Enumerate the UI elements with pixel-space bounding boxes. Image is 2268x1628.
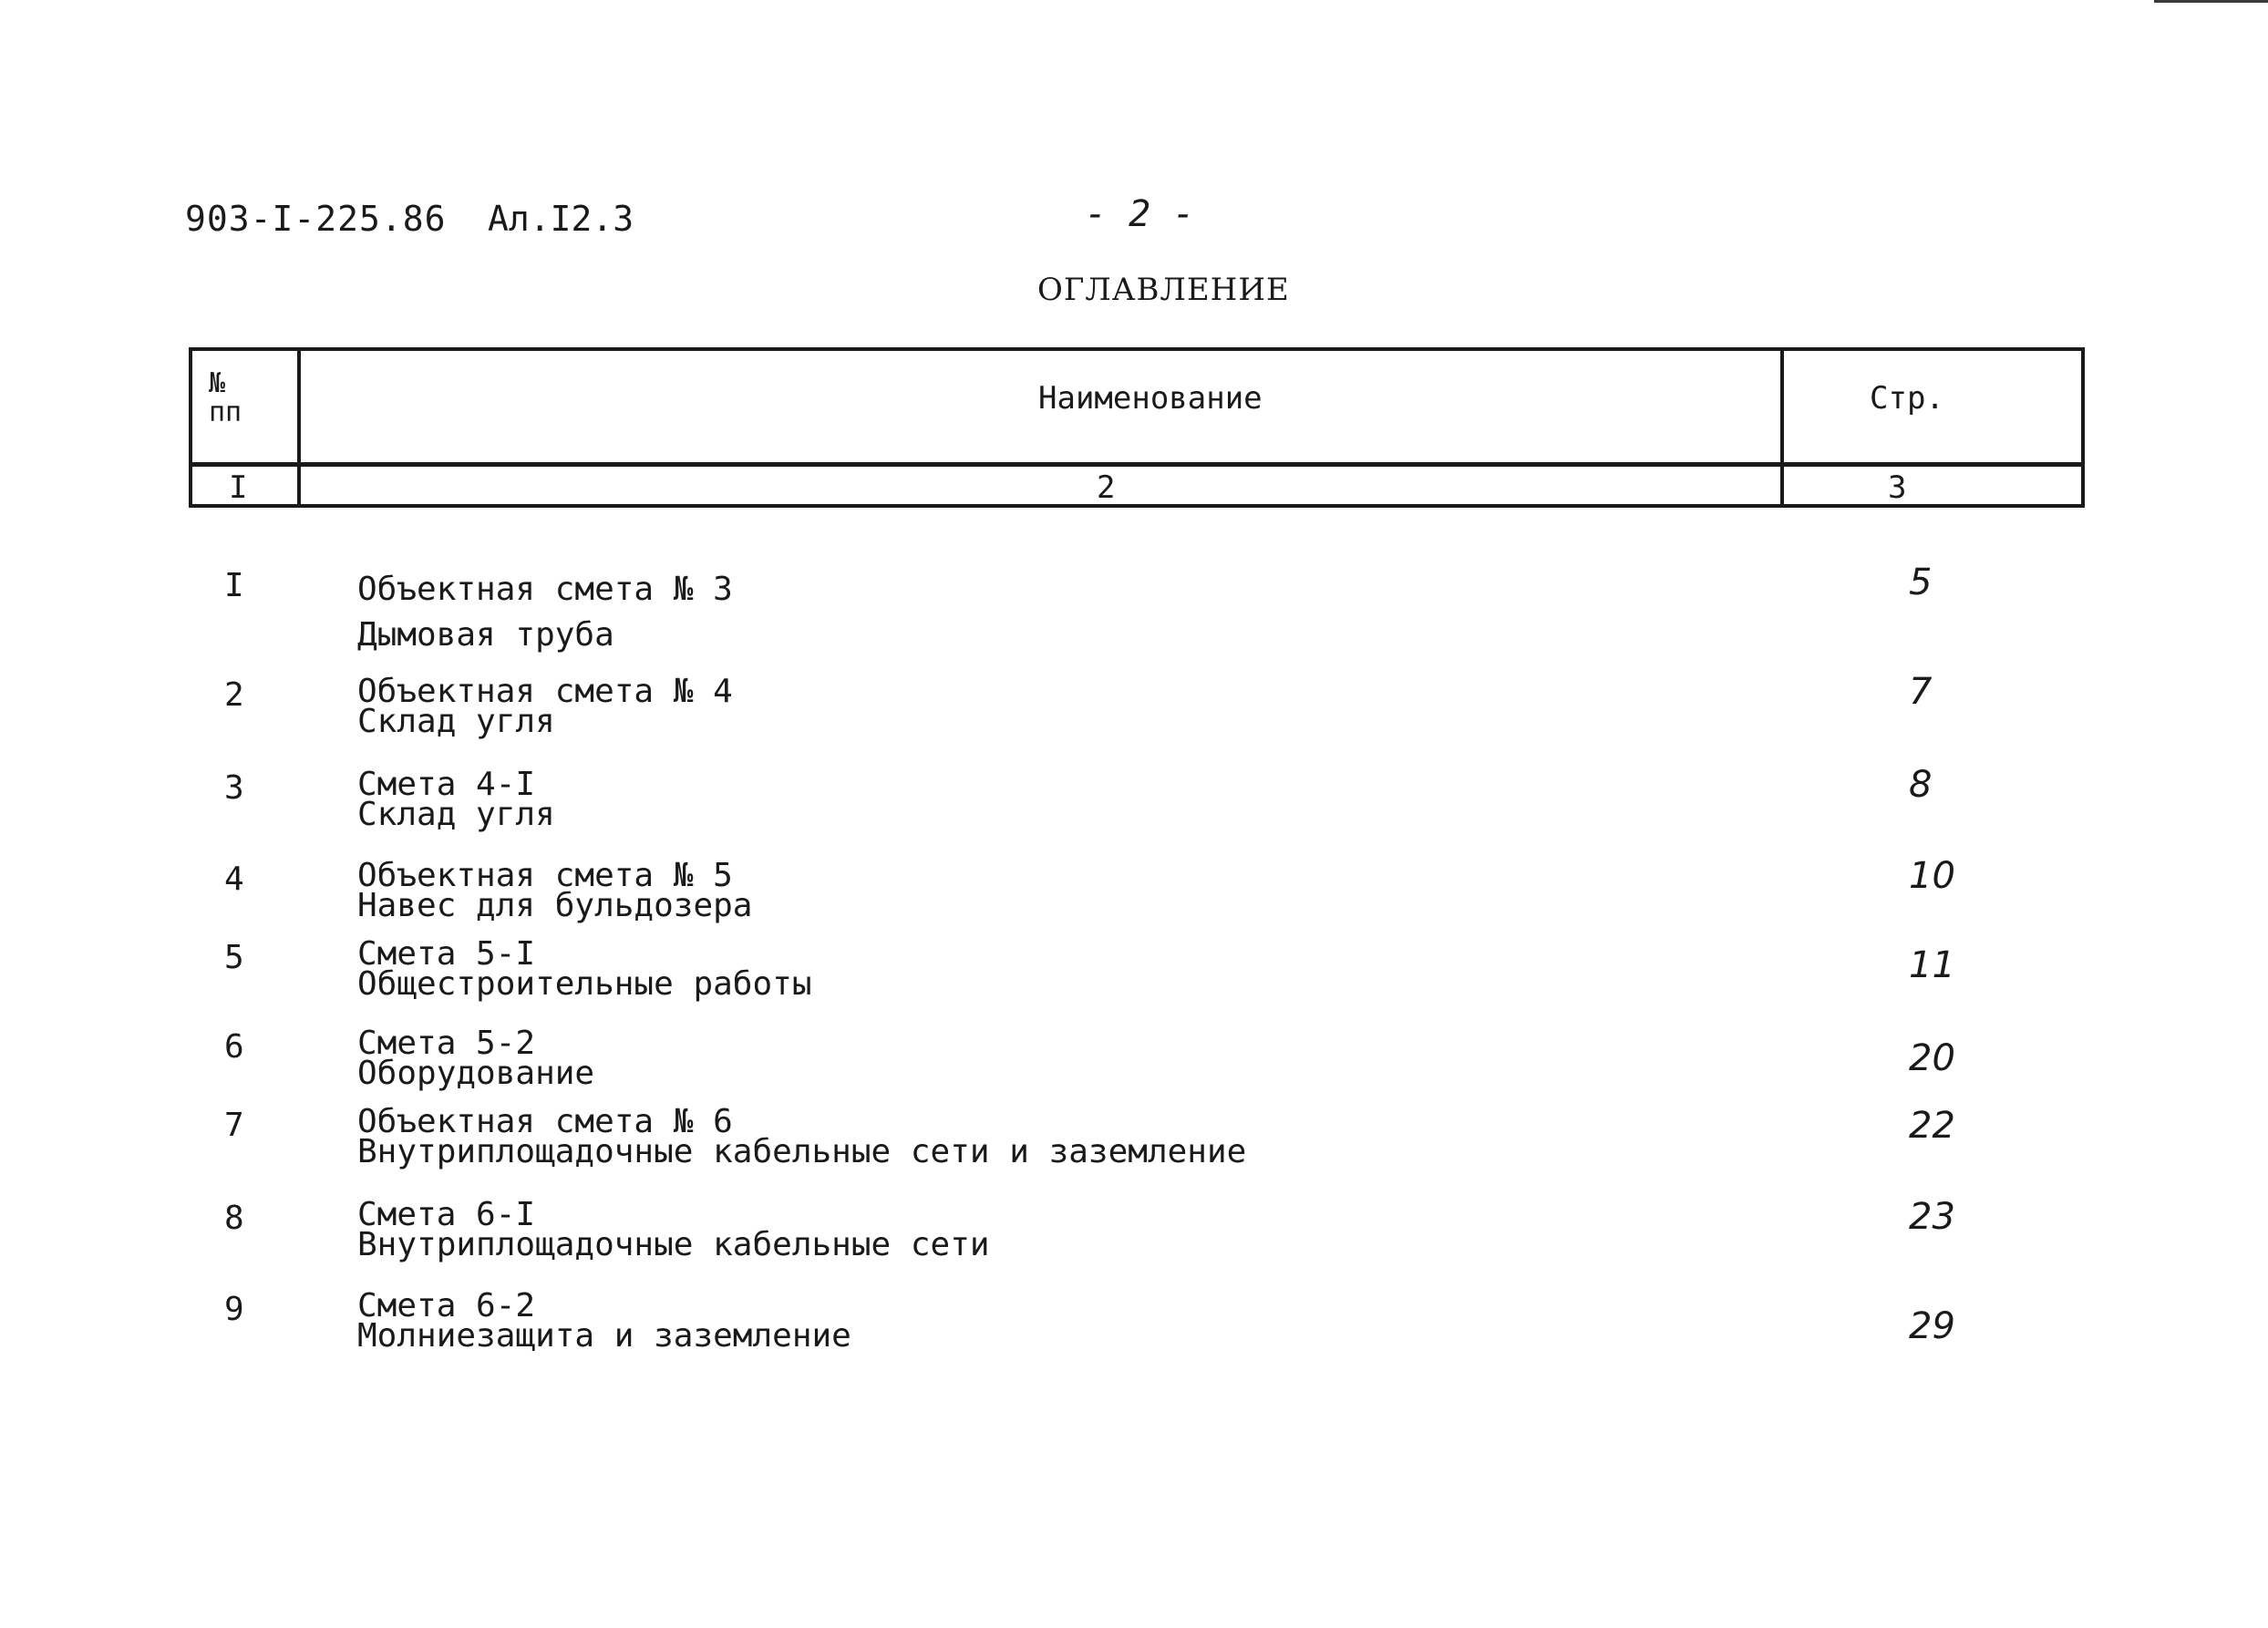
entry-number: 2	[224, 676, 244, 714]
toc-header-table	[189, 347, 2085, 508]
entry-page: 20	[1909, 1037, 1955, 1079]
row-divider	[192, 462, 2081, 467]
entry-number: I	[224, 567, 244, 604]
entry-title: Объектная смета № 5 Навес для бульдозера	[357, 857, 753, 924]
entry-page: 22	[1909, 1105, 1955, 1147]
page-number: - 2 -	[1085, 193, 1195, 235]
entry-title: Объектная смета № 3 Дымовая труба	[357, 571, 733, 654]
entry-title: Смета 4-I Склад угля	[357, 766, 555, 833]
col-number-label: № пп	[209, 367, 242, 428]
entry-number: 4	[224, 860, 244, 898]
entry-title: Объектная смета № 6 Внутриплощадочные кабельные сети и заземление	[357, 1103, 1247, 1170]
entry-number: 9	[224, 1291, 244, 1328]
col-name-index: 2	[1097, 469, 1116, 506]
entry-number: 5	[224, 939, 244, 976]
entry-page: 23	[1909, 1196, 1955, 1238]
scan-edge-mark	[2154, 0, 2268, 3]
entry-title: Объектная смета № 4 Склад угля	[357, 673, 733, 740]
entry-page: 29	[1909, 1305, 1955, 1347]
entry-page: 10	[1909, 855, 1955, 897]
col-name-label: Наименование	[1038, 380, 1263, 417]
entry-number: 6	[224, 1028, 244, 1066]
entry-page: 11	[1909, 944, 1955, 986]
entry-title: Смета 5-I Общестроительные работы	[357, 935, 812, 1003]
entry-page: 8	[1909, 764, 1933, 806]
col-number-index: I	[229, 469, 248, 506]
entry-number: 3	[224, 769, 244, 807]
entry-title: Смета 6-2 Молниезащита и заземление	[357, 1287, 851, 1355]
page-title: ОГЛАВЛЕНИЕ	[1037, 272, 1290, 308]
entry-number: 8	[224, 1200, 244, 1237]
entry-title: Смета 6-I Внутриплощадочные кабельные сети	[357, 1196, 990, 1263]
col-page-index: 3	[1888, 469, 1907, 506]
col-page-label: Стр.	[1870, 380, 1944, 417]
entry-title: Смета 5-2 Оборудование	[357, 1025, 595, 1092]
column-divider	[1780, 351, 1784, 504]
entry-page: 5	[1909, 562, 1933, 603]
sheet-code: Ал.I2.3	[488, 199, 634, 239]
entry-page: 7	[1909, 671, 1933, 713]
column-divider	[297, 351, 301, 504]
entry-number: 7	[224, 1107, 244, 1144]
document-code: 903-I-225.86	[185, 199, 447, 239]
